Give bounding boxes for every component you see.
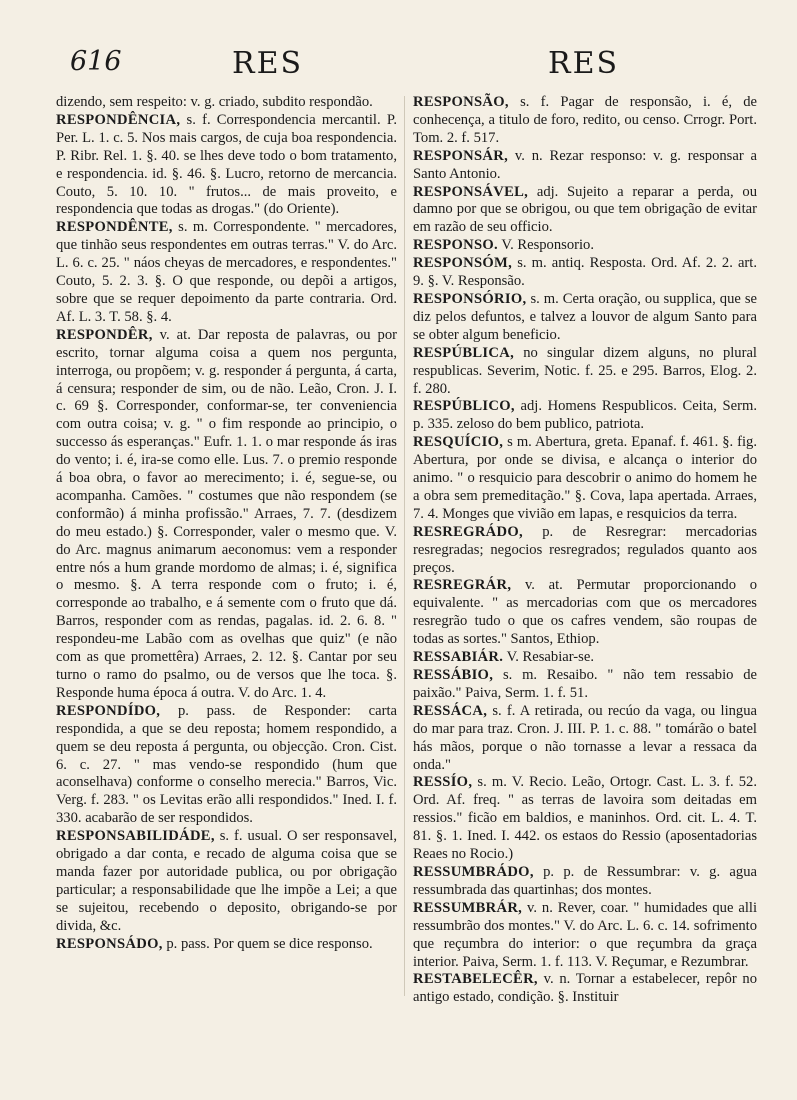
entry-definition: s. f. Correspondencia mercantil. P. Per. L. 1. c. 5. Nos mais cargos, de cuja boa respondencia. P. Ribr. Rel. 1. §. 40. se lhes deve todo o bom tratamento, e respondencia. id. §. 46. §. Lucro, retorno de mercancia. Couto, 5. 10. 10. " frutos... de mais proveito, e respondencia que todas as drogas." (do Oriente). — [56, 111, 397, 218]
left-column — [56, 94, 397, 954]
dictionary-entry — [413, 237, 757, 255]
dictionary-entry — [413, 774, 757, 864]
entry-definition: adj. Homens Respublicos. Ceita, Serm. p. 335. zeloso do bem publico, patriota. — [413, 398, 758, 433]
entry-definition: v. n. Tornar a estabelecer, repôr no antigo estado, condição. §. Instituir — [413, 971, 757, 1006]
entry-headword: RESPONSÓM, — [413, 255, 513, 272]
entry-headword: RESPÚBLICO, — [413, 398, 515, 415]
entry-headword: RESSÁBIO, — [413, 667, 494, 683]
entry-definition: s. m. V. Recio. Leão, Ortogr. Cast. L. 3. f. 52. Ord. Af. freq. " as terras de lavoira som deitadas em ressios." ficão em baldios, e maninhos. Ord. cit. L. 4. T. 81. §. 1. Ined. I. 442. os estaos do Ressio (aposentadorias Reaes no Rocio.) — [413, 774, 757, 863]
entry-definition: adj. Sujeito a reparar a perda, ou damno por que se obrigou, ou que tem obrigação de evitar em razão de seu officio. — [413, 183, 757, 236]
dictionary-entry — [413, 649, 757, 667]
entry-definition: v. n. Rever, coar. " humidades que alli ressumbrão dos montes." V. do Arc. L. 6. c. 14. sofrimento que reçumbra do interior: o que reçumbra da graça interior. Paiva, Serm. 1. f. 113. V. Reçumar, e Rezumbrar. — [413, 899, 757, 970]
dictionary-entry — [56, 112, 397, 219]
entry-headword: RESPONDÍDO, — [56, 702, 161, 719]
entry-definition: s. f. usual. O ser responsavel, obrigado a dar conta, e recado de alguma coisa que se manda fazer por autoridade publica, ou por obrigação particular; a responsabilidade que lhe impõe a Lei; a que se sujeitou, recebendo o deposito, obrigando-se por divida, &c. — [56, 828, 397, 934]
entry-headword: RESSUMBRÁDO, — [413, 863, 534, 880]
entry-headword: RESSUMBRÁR, — [413, 899, 523, 916]
entry-definition: p. de Resregrar: mercadorias resregradas; negocios resregrados; regulados quanto aos preços. — [413, 523, 757, 576]
entry-definition: v. at. Dar reposta de palavras, ou por escrito, tornar alguma coisa a quem nos pergunta, interroga, ou propõem; v. g. responder á pergunta, á carta, á censura; responder de sim, ou de não. Leão, Cron. J. I. c. 69 §. Corresponder, conformar-se, ter conveniencia com outra coisa; v. g. " o fim responde ao principio, o successo ás esperanças." Eufr. 1. 1. o mar responde ás iras do vento; i. é, ira-se como elle. Lus. 7. o premio responde á boa obra, o favor ao merecimento; i. é, segue-se, ou acompanha. Camões. " costumes que não respondem (se conformão) á minha profissão." Arraes, 7. 7. (desdizem do meu estado.) §. Corresponder, valer o mesmo que. V. do Arc. magnus animarum aeconomus: vem a responder entre nós a hum grande mordomo de almas; i. é, significa o mesmo. §. A terra responde com o fruto; i. é, corresponde ao trabalho, e á semente com o fruto que dá. Barros, responder com as rendas, pagalas. id. 2. 6. 8. " respondeu-me Labão com as ovelhas que quiz" (e não com as que promettêra) Arraes, 2. 12. §. Cantar por seu turno o ramo do psalmo, ou de versos que lhe toca. §. Responde huma época á outra. V. do Arc. 1. 4. — [56, 326, 397, 701]
entry-headword: RESSÍO, — [413, 774, 473, 791]
dictionary-entry — [413, 184, 757, 238]
entry-headword: RESPONSÁR, — [413, 147, 509, 164]
entry-headword: RESTABELECÊR, — [413, 971, 538, 988]
entry-definition: s. m. Resaibo. " não tem ressabio de paixão." Paiva, Serm. 1. f. 51. — [413, 667, 757, 701]
dictionary-entry — [56, 828, 397, 935]
entry-definition: s. f. Pagar de responsão, i. é, de conhecença, a titulo de foro, redito, ou censo. Crrogr. Port. Tom. 2. f. 517. — [413, 94, 757, 146]
entry-headword: RESQUÍCIO, — [413, 434, 504, 451]
entry-definition: v. n. Rezar responso: v. g. responsar a Santo Antonio. — [413, 147, 757, 182]
entry-definition: p. pass. de Responder: carta respondida, a que se deu reposta; homem respondido, a quem se deu reposta á pergunta, ou objecção. Cron. Cist. 6. c. 27. " mas vendo-se respondido (hum que aconselhava) conforme o conselho merecia." Barros, Vic. Verg. f. 283. " os Levitas erão alli respondidos." Ined. I. f. 330. acabarão de ser respondidos. — [56, 702, 397, 827]
entry-definition: s. m. Certa oração, ou supplica, que se diz pelos defuntos, e talvez a louvor de algum Santo para se obter algum beneficio. — [413, 290, 757, 343]
dictionary-entry — [413, 864, 757, 900]
dictionary-entry — [413, 667, 757, 703]
entry-definition: s. f. A retirada, ou recúo da vaga, ou lingua do mar para traz. Cron. J. III. P. 1. c. 88. " tomárão o batel hás mãos, porque o não tornasse a levar a ressaca da onda." — [413, 702, 757, 773]
dictionary-entry — [413, 524, 757, 578]
entry-headword: RESPONDÊNTE, — [56, 219, 173, 236]
entry-definition: p. p. de Ressumbrar: v. g. agua ressumbrada das quartinhas; dos montes. — [413, 863, 757, 898]
entry-definition: V. Responsorio. — [501, 237, 594, 254]
entry-headword: RESPONSÁDO, — [56, 935, 163, 952]
dictionary-entry — [413, 434, 757, 524]
dictionary-entry — [413, 703, 757, 775]
dictionary-entry — [413, 900, 757, 972]
dictionary-entry — [413, 398, 757, 434]
running-head-right: RES — [548, 46, 620, 81]
dictionary-entry — [413, 255, 757, 291]
dictionary-entry — [56, 327, 397, 703]
dictionary-entry — [413, 291, 757, 345]
entry-headword: RESPONSABILIDÁDE, — [56, 828, 215, 845]
column-divider — [404, 96, 405, 996]
entry-headword: RESREGRÁR, — [413, 577, 512, 594]
dictionary-entry — [56, 703, 397, 828]
page-number: 616 — [70, 46, 122, 77]
entry-headword: RESPONDÊNCIA, — [56, 111, 181, 128]
entry-headword: RESPONSÁVEL, — [413, 183, 529, 200]
dictionary-entry — [56, 219, 397, 326]
dictionary-entry — [56, 936, 397, 954]
entry-headword: RESPONSÃO, — [413, 94, 509, 110]
entry-headword: RESPONSÓRIO, — [413, 290, 527, 307]
dictionary-entry — [413, 577, 757, 649]
entry-definition: s m. Abertura, greta. Epanaf. f. 461. §. fig. Abertura, por onde se divisa, e alcança o interior do animo. " o resquicio para descobrir o animo do homem he a obra sem premeditação." §. Cova, lapa apertada. Arraes, 7. 4. Monges que vivião em lapas, e resquicios da terra. — [413, 434, 757, 522]
entry-definition: s. m. antiq. Resposta. Ord. Af. 2. 2. art. 9. §. V. Responsão. — [413, 255, 757, 290]
entry-definition: dizendo, sem respeito: v. g. criado, subdito respondão. — [56, 94, 373, 110]
dictionary-entry — [413, 94, 757, 148]
entry-definition: no singular dizem alguns, no plural respublicas. Severim, Notic. f. 25. e 295. Barros, Elog. 2. f. 280. — [413, 344, 757, 397]
entry-headword: RESSÁCA, — [413, 702, 488, 719]
dictionary-entry — [413, 971, 757, 1007]
dictionary-entry — [413, 345, 757, 399]
running-head-left: RES — [232, 46, 304, 81]
entry-definition: V. Resabiar-se. — [506, 649, 594, 666]
entry-definition: p. pass. Por quem se dice responso. — [166, 935, 373, 952]
dictionary-entry — [56, 94, 397, 112]
right-column — [413, 94, 757, 1007]
entry-definition: s. m. Correspondente. " mercadores, que tinhão seus respondentes em outras terras." V. do Arc. L. 6. c. 25. " náos cheyas de mercadores, e respondentes." Couto, 5. 2. 3. §. O que responde, ou depõi a artigos, sobre que se requer depoimento da parte contraria. Ord. Af. L. 3. T. 58. §. 4. — [56, 219, 397, 325]
entry-headword: RESPÚBLICA, — [413, 344, 515, 361]
entry-definition: v. at. Permutar proporcionando o equivalente. " as mercadorias com que os mercadores resregrão tudo o que os cafres vendem, são roupas de todas as sortes." Santos, Ethiop. — [413, 577, 757, 648]
entry-headword: RESPONDÊR, — [56, 326, 153, 343]
entry-headword: RESREGRÁDO, — [413, 523, 523, 540]
entry-headword: RESPONSO. — [413, 237, 499, 254]
entry-headword: RESSABIÁR. — [413, 649, 504, 666]
page-header — [0, 44, 797, 94]
dictionary-entry — [413, 148, 757, 184]
